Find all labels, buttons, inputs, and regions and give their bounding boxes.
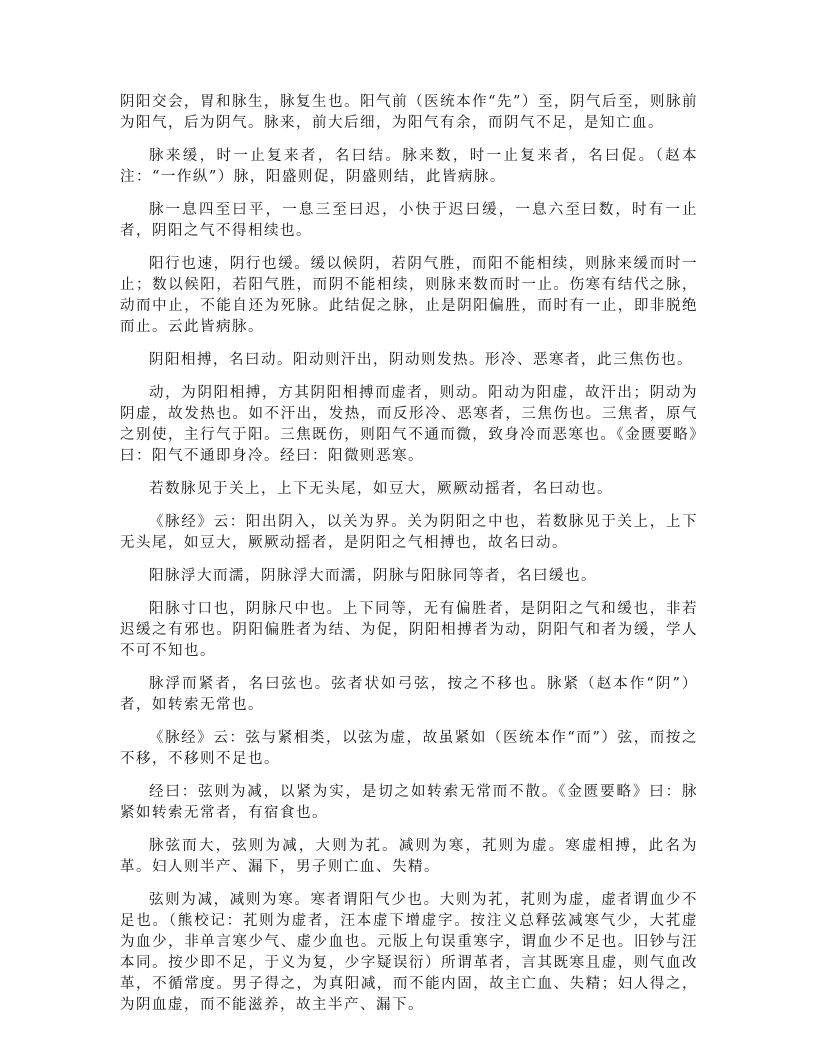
paragraph: 阳脉寸口也，阴脉尺中也。上下同等，无有偏胜者，是阴阳之气和缓也，非若迟缓之有邪也。阴阳偏胜者为结、为促，阴阳相搏者为动，阴阳气和者为缓，学人不可不知也。 bbox=[120, 601, 698, 659]
paragraph: 若数脉见于关上，上下无头尾，如豆大，厥厥动摇者，名曰动也。 bbox=[149, 481, 613, 497]
paragraph: 阴阳交会，胃和脉生，脉复生也。阳气前（医统本作“先”）至，阴气后至，则脉前为阳气，后为阴气。脉来，前大后细，为阳气有余，而阴气不足，是知亡血。 bbox=[120, 94, 698, 131]
document-page bbox=[120, 92, 698, 1028]
paragraph: 《脉经》云：弦与紧相类，以弦为虚，故虽紧如（医统本作“而”）弦，而按之不移，不移则不足也。 bbox=[120, 730, 698, 767]
paragraph: 脉浮而紧者，名曰弦也。弦者状如弓弦，按之不移也。脉紧（赵本作“阴”）者，如转索无常也。 bbox=[120, 676, 698, 713]
paragraph: 脉一息四至曰平，一息三至曰迟，小快于迟曰缓，一息六至曰数，时有一止者，阴阳之气不得相续也。 bbox=[120, 202, 698, 239]
paragraph: 脉弦而大，弦则为减，大则为芤。减则为寒，芤则为虚。寒虚相搏，此名为革。妇人则半产、漏下，男子则亡血、失精。 bbox=[120, 838, 698, 875]
paragraph: 阴阳相搏，名曰动。阳动则汗出，阴动则发热。形冷、恶寒者，此三焦伤也。 bbox=[149, 352, 693, 368]
paragraph: 脉来缓，时一止复来者，名曰结。脉来数，时一止复来者，名曰促。（赵本注：“一作纵”）脉，阳盛则促，阴盛则结，此皆病脉。 bbox=[120, 148, 698, 185]
paragraph: 动，为阴阳相搏，方其阴阳相搏而虚者，则动。阳动为阳虚，故汗出；阴动为阴虚，故发热也。如不汗出，发热，而反形冷、恶寒者，三焦伤也。三焦者，原气之别使，主行气于阳。三焦既伤，则阳气不通而微，致身冷而恶寒也。《金匮要略》曰：阳气不通即身冷。经曰：阳微则恶寒。 bbox=[120, 385, 698, 464]
paragraph: 阳行也速，阴行也缓。缓以候阴，若阴气胜，而阳不能相续，则脉来缓而时一止；数以候阳，若阳气胜，而阴不能相续，则脉来数而时一止。伤寒有结代之脉，动而中止，不能自还为死脉。此结促之脉，止是阴阳偏胜，而时有一止，即非脱绝而止。云此皆病脉。 bbox=[120, 256, 698, 335]
paragraph: 弦则为减，减则为寒。寒者谓阳气少也。大则为芤，芤则为虚，虚者谓血少不足也。（熊校记：芤则为虚者，汪本虚下增虚字。按注义总释弦减寒气少，大芤虚为血少，非单言寒少气、虚少血也。元版上句误重寒字，谓血少不足也。旧钞与汪本同。按少即不足，于义为复，少字疑误衍）所谓革者，言其既寒且虚，则气血改革，不循常度。男子得之，为真阳减，而不能内固，故主亡血、失精；妇人得之，为阴血虚，而不能滋养，故主半产、漏下。 bbox=[120, 892, 698, 1013]
paragraph: 《脉经》云：阳出阴入，以关为界。关为阴阳之中也，若数脉见于关上，上下无头尾，如豆大，厥厥动摇者，是阴阳之气相搏也，故名曰动。 bbox=[120, 514, 698, 551]
paragraph: 经曰：弦则为减，以紧为实，是切之如转索无常而不散。《金匮要略》曰：脉紧如转索无常者，有宿食也。 bbox=[120, 784, 698, 821]
paragraph: 阳脉浮大而濡，阴脉浮大而濡，阴脉与阳脉同等者，名曰缓也。 bbox=[149, 568, 597, 584]
